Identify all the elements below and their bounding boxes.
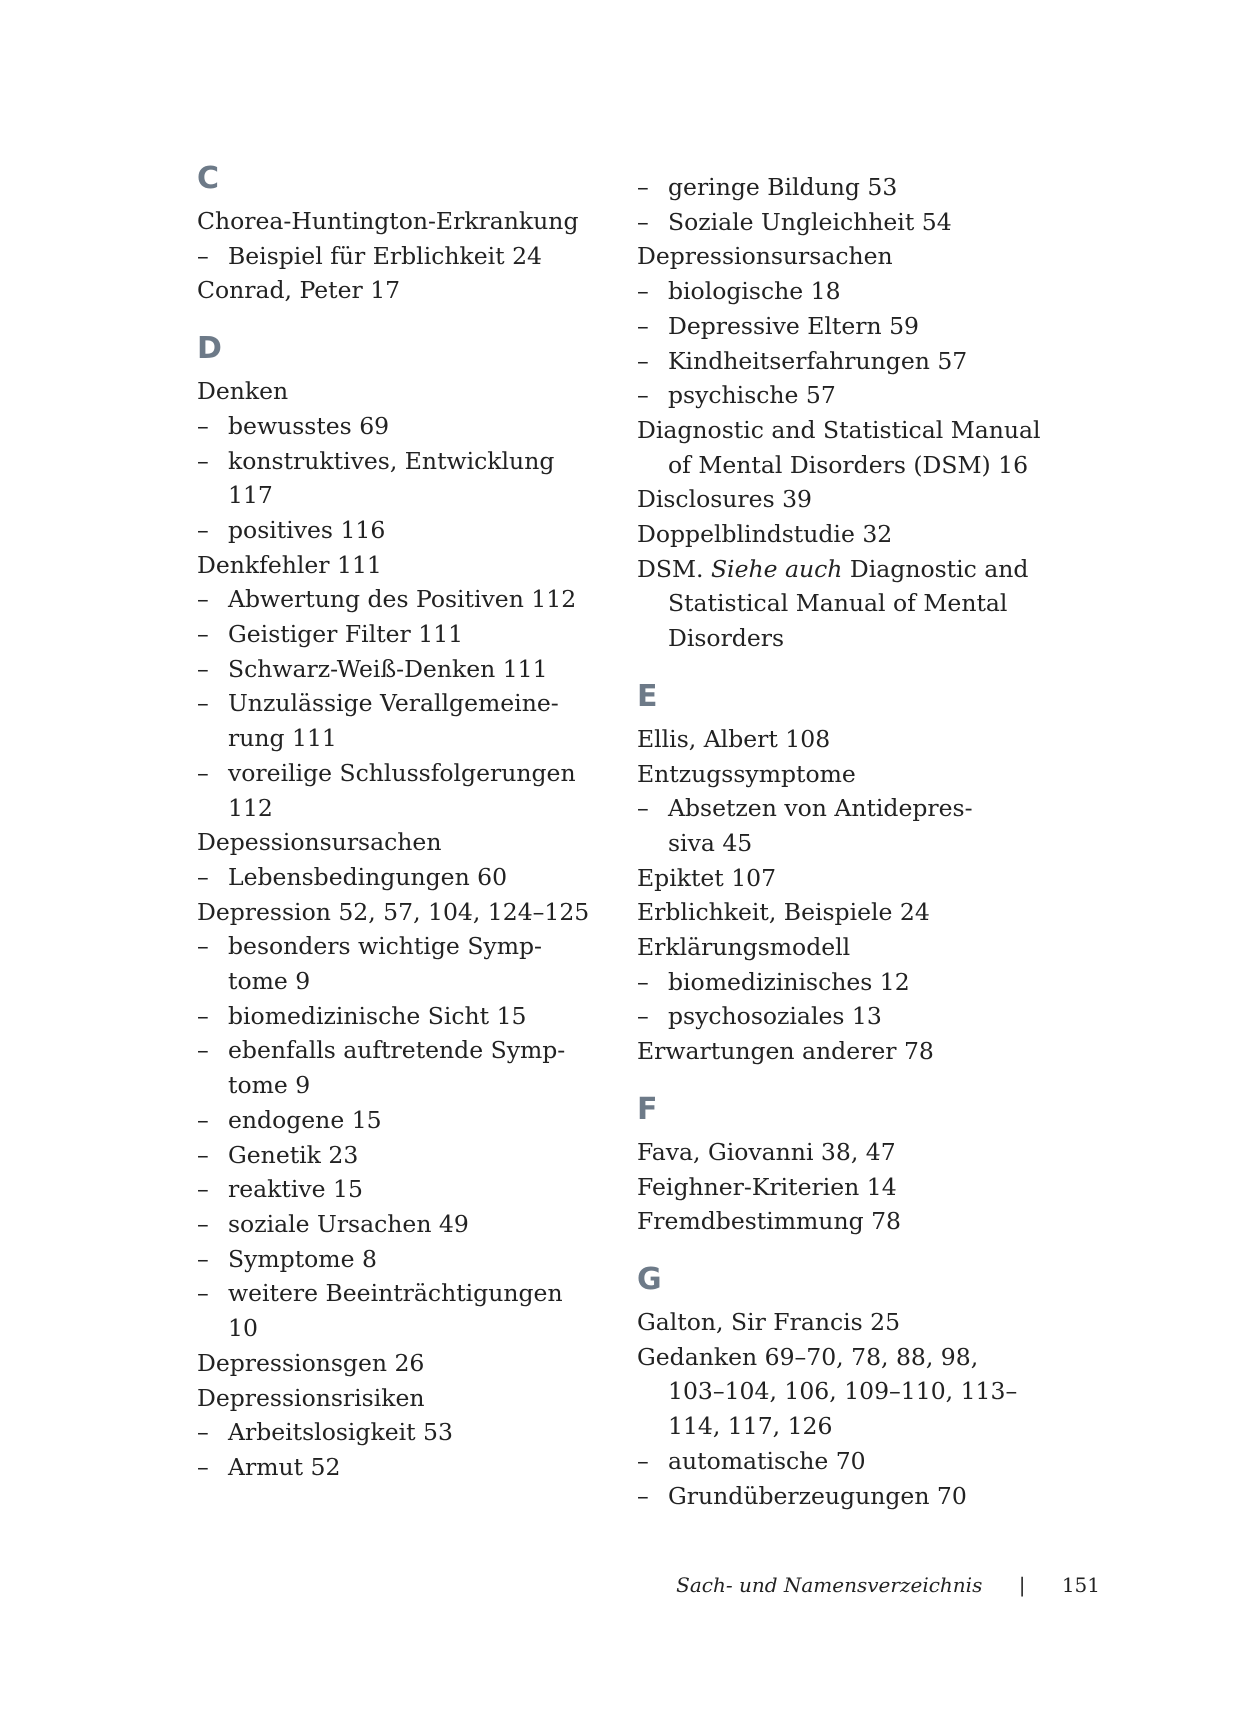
entry-text: konstruktives, Entwicklung bbox=[228, 446, 555, 475]
entry-text: Schwarz-Weiß-Denken 111 bbox=[228, 654, 548, 683]
index-entry-continuation bbox=[637, 448, 1037, 483]
entry-text: soziale Ursachen 49 bbox=[228, 1209, 469, 1238]
entry-text: Disorders bbox=[668, 624, 785, 653]
entry-text: Soziale Ungleichheit 54 bbox=[668, 207, 952, 236]
subentry-dash: – bbox=[197, 1140, 209, 1169]
entry-text: Beispiel für Erblichkeit 24 bbox=[228, 241, 542, 270]
entry-text: Denken bbox=[197, 377, 289, 406]
index-subentry bbox=[637, 999, 1037, 1034]
index-entry-continuation bbox=[637, 826, 1037, 861]
entry-text: Depressive Eltern 59 bbox=[668, 311, 919, 340]
index-section bbox=[197, 332, 597, 1485]
section-letter: G bbox=[637, 1261, 662, 1297]
subentry-dash: – bbox=[637, 381, 649, 410]
entry-text: Depessionsursachen bbox=[197, 828, 442, 857]
index-subentry bbox=[197, 444, 597, 479]
subentry-dash: – bbox=[197, 1452, 209, 1481]
index-subentry bbox=[197, 1415, 597, 1450]
entry-text: Unzulässige Verallgemeine- bbox=[228, 689, 559, 718]
index-entry bbox=[197, 825, 597, 860]
index-column-right bbox=[637, 170, 1041, 1513]
index-subentry bbox=[637, 205, 1037, 240]
index-subentry bbox=[197, 1138, 597, 1173]
index-entry bbox=[637, 895, 1037, 930]
entry-text: Entzugssymptome bbox=[637, 759, 856, 788]
index-section bbox=[637, 1093, 1037, 1239]
index-entry bbox=[637, 239, 1037, 274]
entry-text: 103–104, 106, 109–110, 113– bbox=[668, 1377, 1018, 1406]
index-section bbox=[197, 162, 597, 308]
entry-text: Fava, Giovanni 38, 47 bbox=[637, 1137, 896, 1166]
entry-text: weitere Beeinträchtigungen bbox=[228, 1279, 563, 1308]
entry-text: Galton, Sir Francis 25 bbox=[637, 1307, 901, 1336]
index-entry bbox=[637, 413, 1041, 448]
index-entry-continuation bbox=[197, 964, 597, 999]
index-subentry bbox=[197, 513, 597, 548]
entry-text: bewusstes 69 bbox=[228, 411, 390, 440]
entry-text: Conrad, Peter 17 bbox=[197, 276, 401, 305]
entry-text: Doppelblindstudie 32 bbox=[637, 520, 893, 549]
subentry-dash: – bbox=[197, 1001, 209, 1030]
subentry-dash: – bbox=[637, 1002, 649, 1031]
index-subentry bbox=[637, 1479, 1037, 1514]
index-entry bbox=[197, 374, 597, 409]
index-entry bbox=[197, 273, 597, 308]
entry-text: Depression 52, 57, 104, 124–125 bbox=[197, 897, 590, 926]
index-entry bbox=[197, 1381, 597, 1416]
index-entry bbox=[637, 757, 1037, 792]
index-subentry bbox=[197, 1276, 597, 1311]
index-subentry bbox=[197, 1103, 597, 1138]
subentry-dash: – bbox=[197, 1105, 209, 1134]
subentry-dash: – bbox=[197, 1279, 209, 1308]
entry-text: Abwertung des Positiven 112 bbox=[228, 585, 577, 614]
entry-text: biologische 18 bbox=[668, 277, 841, 306]
subentry-dash: – bbox=[197, 620, 209, 649]
see-also-reference: Siehe auch bbox=[710, 554, 843, 583]
entry-text: Symptome 8 bbox=[228, 1244, 377, 1273]
entry-text: Denkfehler 111 bbox=[197, 550, 382, 579]
subentry-dash: – bbox=[637, 1481, 649, 1510]
index-entry bbox=[637, 861, 1037, 896]
subentry-dash: – bbox=[637, 173, 649, 201]
entry-text: 114, 117, 126 bbox=[668, 1412, 833, 1441]
entry-text: Lebensbedingungen 60 bbox=[228, 862, 508, 891]
subentry-dash: – bbox=[197, 1418, 209, 1447]
section-letter: F bbox=[637, 1091, 658, 1127]
index-subentry bbox=[197, 1207, 597, 1242]
subentry-dash: – bbox=[637, 311, 649, 340]
entry-text: psychosoziales 13 bbox=[668, 1002, 882, 1031]
entry-text: Genetik 23 bbox=[228, 1140, 359, 1169]
entry-text: Geistiger Filter 111 bbox=[228, 620, 464, 649]
entry-text: Diagnostic and bbox=[842, 554, 1029, 583]
entry-text: Feighner-Kriterien 14 bbox=[637, 1172, 897, 1201]
index-entry bbox=[637, 1204, 1037, 1239]
index-entry bbox=[637, 482, 1037, 517]
subentry-dash: – bbox=[197, 515, 209, 544]
index-subentry bbox=[637, 378, 1037, 413]
entry-text: reaktive 15 bbox=[228, 1175, 363, 1204]
index-subentry bbox=[197, 409, 597, 444]
subentry-dash: – bbox=[197, 862, 209, 891]
subentry-dash: – bbox=[197, 654, 209, 683]
entry-text: Erblichkeit, Beispiele 24 bbox=[637, 898, 930, 927]
subentry-dash: – bbox=[197, 446, 209, 475]
index-subentry bbox=[197, 1450, 597, 1485]
subentry-dash: – bbox=[197, 758, 209, 787]
entry-text: tome 9 bbox=[228, 1071, 311, 1100]
entry-text: Gedanken 69–70, 78, 88, 98, bbox=[637, 1342, 979, 1371]
index-subentry bbox=[637, 170, 1037, 205]
subentry-dash: – bbox=[637, 346, 649, 375]
entry-text: Depressionsrisiken bbox=[197, 1383, 425, 1412]
subentry-dash: – bbox=[637, 207, 649, 236]
subentry-dash: – bbox=[197, 585, 209, 614]
entry-text: Diagnostic and Statistical Manual bbox=[637, 415, 1041, 444]
entry-text: Epiktet 107 bbox=[637, 863, 777, 892]
entry-text: biomedizinische Sicht 15 bbox=[228, 1001, 527, 1030]
index-subentry bbox=[197, 1242, 597, 1277]
subentry-dash: – bbox=[197, 689, 209, 718]
subentry-dash: – bbox=[197, 1036, 209, 1065]
index-subentry bbox=[637, 1444, 1037, 1479]
index-section bbox=[637, 680, 1037, 1069]
subentry-dash: – bbox=[637, 967, 649, 996]
entry-text: 10 bbox=[228, 1314, 258, 1343]
entry-text: geringe Bildung 53 bbox=[668, 173, 898, 201]
index-section bbox=[637, 1263, 1037, 1513]
entry-text: Disclosures 39 bbox=[637, 485, 813, 514]
index-column-left bbox=[197, 162, 597, 1485]
index-entry bbox=[637, 1135, 1037, 1170]
index-entry bbox=[637, 930, 1037, 965]
index-entry-continuation bbox=[637, 1374, 1037, 1409]
entry-text: Grundüberzeugungen 70 bbox=[668, 1481, 967, 1510]
subentry-dash: – bbox=[197, 411, 209, 440]
entry-text: Erklärungsmodell bbox=[637, 933, 851, 962]
entry-text: positives 116 bbox=[228, 515, 386, 544]
index-subentry bbox=[197, 929, 597, 964]
index-entry-continuation bbox=[197, 1311, 597, 1346]
entry-text: psychische 57 bbox=[668, 381, 836, 410]
entry-text: siva 45 bbox=[668, 828, 753, 857]
index-entry bbox=[637, 517, 1037, 552]
entry-text: Fremdbestimmung 78 bbox=[637, 1207, 901, 1236]
entry-text: Ellis, Albert 108 bbox=[637, 724, 831, 753]
subentry-dash: – bbox=[197, 1175, 209, 1204]
index-subentry bbox=[197, 1172, 597, 1207]
index-subentry bbox=[197, 999, 597, 1034]
subentry-dash: – bbox=[637, 1446, 649, 1475]
entry-text: Arbeitslosigkeit 53 bbox=[228, 1418, 453, 1447]
index-entry-continuation bbox=[637, 621, 1037, 656]
index-subentry bbox=[197, 617, 597, 652]
index-entry-continuation bbox=[197, 1068, 597, 1103]
footer-title: Sach- und Namensverzeichnis bbox=[676, 1573, 983, 1597]
entry-text: besonders wichtige Symp- bbox=[228, 932, 542, 961]
index-subentry bbox=[637, 965, 1037, 1000]
entry-text: ebenfalls auftretende Symp- bbox=[228, 1036, 566, 1065]
entry-text: Chorea-Huntington-Erkrankung bbox=[197, 207, 579, 235]
index-entry bbox=[637, 1305, 1037, 1340]
page-footer bbox=[640, 1572, 1100, 1598]
entry-text: Depressionsgen 26 bbox=[197, 1348, 425, 1377]
index-section bbox=[637, 170, 1041, 656]
entry-text: Depressionsursachen bbox=[637, 242, 893, 271]
index-entry bbox=[197, 1346, 597, 1381]
index-subentry bbox=[197, 756, 597, 791]
index-entry bbox=[197, 895, 597, 930]
entry-text: voreilige Schlussfolgerungen bbox=[228, 758, 576, 787]
index-subentry bbox=[197, 582, 597, 617]
index-subentry bbox=[637, 274, 1037, 309]
entry-text: Statistical Manual of Mental bbox=[668, 589, 1008, 618]
index-subentry bbox=[197, 1033, 597, 1068]
index-subentry bbox=[197, 860, 597, 895]
footer-separator: | bbox=[1018, 1573, 1026, 1597]
index-entry-continuation bbox=[637, 586, 1037, 621]
entry-text: of Mental Disorders (DSM) 16 bbox=[668, 450, 1029, 479]
index-entry bbox=[197, 548, 597, 583]
subentry-dash: – bbox=[637, 794, 649, 823]
entry-text: Kindheitserfahrungen 57 bbox=[668, 346, 968, 375]
entry-text: Armut 52 bbox=[228, 1452, 341, 1481]
entry-text: Erwartungen anderer 78 bbox=[637, 1037, 934, 1066]
index-subentry bbox=[637, 344, 1037, 379]
entry-text: biomedizinisches 12 bbox=[668, 967, 910, 996]
subentry-dash: – bbox=[197, 241, 209, 270]
entry-text: rung 111 bbox=[228, 724, 337, 753]
subentry-dash: – bbox=[197, 1209, 209, 1238]
index-subentry bbox=[637, 791, 1037, 826]
index-entry-continuation bbox=[197, 721, 597, 756]
entry-text: tome 9 bbox=[228, 967, 311, 996]
section-letter: C bbox=[197, 161, 220, 196]
index-entry-continuation bbox=[197, 791, 597, 826]
index-entry-continuation bbox=[637, 1409, 1037, 1444]
index-entry bbox=[637, 552, 1037, 587]
entry-text: automatische 70 bbox=[668, 1446, 866, 1475]
index-entry bbox=[637, 1170, 1037, 1205]
index-entry bbox=[637, 1340, 1037, 1375]
entry-prefix: DSM. bbox=[637, 554, 711, 583]
subentry-dash: – bbox=[197, 1244, 209, 1273]
index-entry bbox=[197, 204, 597, 239]
subentry-dash: – bbox=[197, 932, 209, 961]
entry-text: endogene 15 bbox=[228, 1105, 382, 1134]
index-entry bbox=[637, 1034, 1037, 1069]
index-entry bbox=[637, 722, 1037, 757]
section-letter: D bbox=[197, 331, 222, 367]
index-subentry bbox=[197, 239, 597, 274]
page-number: 151 bbox=[1061, 1573, 1100, 1597]
entry-text: 117 bbox=[228, 481, 273, 510]
entry-text: Absetzen von Antidepres- bbox=[668, 794, 973, 823]
index-entry-continuation bbox=[197, 478, 597, 513]
section-letter: E bbox=[637, 678, 658, 714]
subentry-dash: – bbox=[637, 277, 649, 306]
entry-text: 112 bbox=[228, 793, 273, 822]
index-subentry bbox=[197, 686, 597, 721]
index-subentry bbox=[197, 652, 597, 687]
index-subentry bbox=[637, 309, 1037, 344]
